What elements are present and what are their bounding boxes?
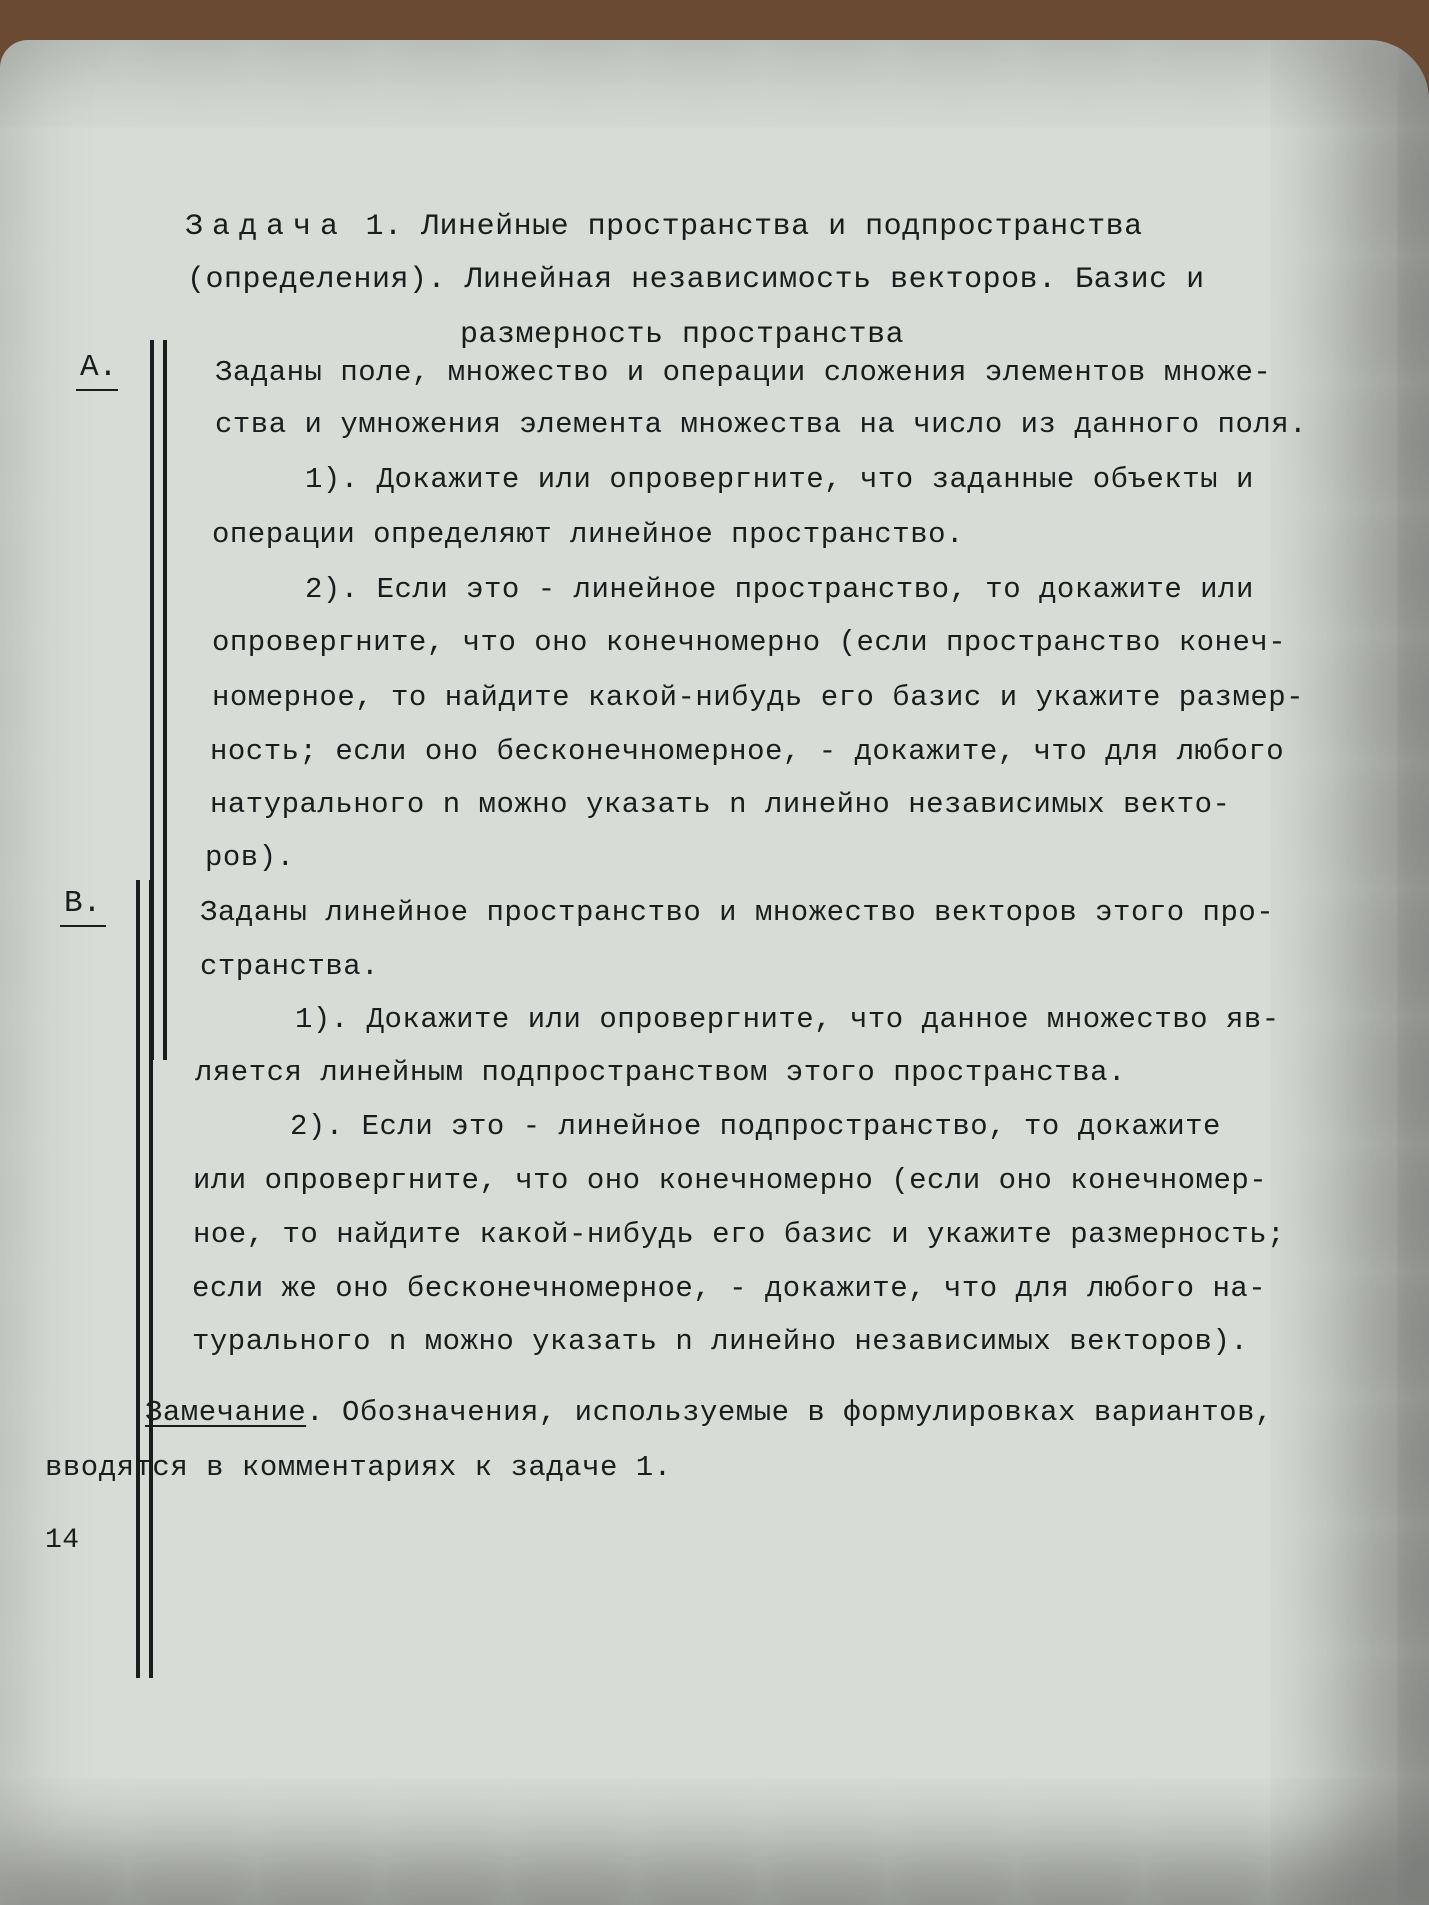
task-word: Задача (185, 210, 348, 244)
note-line-1 (145, 1398, 1273, 1427)
section-a-line-3: 1). Докажите или опровергните, что заданные объекты и (305, 463, 1254, 496)
page-number: 14 (45, 1525, 80, 1556)
section-b-line-9: турального n можно указать n линейно независимых векторов). (192, 1325, 1249, 1358)
section-b-bar-right (149, 880, 153, 1678)
task-title-line-2: (определения). Линейная независимость векторов. Базис и (187, 263, 1205, 297)
section-a-line-1: Заданы поле, множество и операции сложения элементов множе- (215, 356, 1272, 389)
section-b-line-3: 1). Докажите или опровергните, что данное множество яв- (295, 1003, 1280, 1036)
section-a-line-2: ства и умножения элемента множества на число из данного поля. (215, 408, 1308, 441)
section-a-line-9: натурального n можно указать n линейно независимых векто- (210, 788, 1231, 821)
section-b-line-2: странства. (200, 950, 380, 983)
section-b-line-1: Заданы линейное пространство и множество векторов этого про- (200, 896, 1275, 929)
section-b-bar-left (136, 880, 140, 1678)
task-title-rest: 1. Линейные пространства и подпространства (365, 210, 1143, 244)
section-a-line-5: 2). Если это - линейное пространство, то докажите или (305, 573, 1254, 606)
section-a-label: А. (80, 350, 118, 385)
section-b-label: В. (64, 886, 102, 921)
section-a-line-8: ность; если оно бесконечномерное, - докажите, что для любого (210, 735, 1285, 768)
section-a-line-4: операции определяют линейное пространство. (212, 518, 964, 551)
section-a-bar-right (163, 340, 167, 1060)
section-b-label-underline (60, 925, 106, 927)
section-b-line-5: 2). Если это - линейное подпространство, то докажите (290, 1110, 1221, 1143)
note-label: Замечание (145, 1396, 307, 1429)
task-title-line-1 (185, 212, 1143, 242)
section-a-line-7: номерное, то найдите какой-нибудь его базис и укажите размер- (212, 681, 1305, 714)
section-b-line-4: ляется линейным подпространством этого пространства. (195, 1056, 1126, 1089)
note-line-1-rest: . Обозначения, используемые в формулировках вариантов, (306, 1396, 1273, 1429)
document-page (0, 40, 1429, 1905)
note-line-2: вводятся в комментариях к задаче 1. (45, 1451, 672, 1484)
section-b-line-8: если же оно бесконечномерное, - докажите, что для любого на- (192, 1272, 1267, 1305)
section-b-line-7: ное, то найдите какой-нибудь его базис и укажите размерность; (193, 1218, 1286, 1251)
section-a-line-6: опровергните, что оно конечномерно (если пространство конеч- (212, 626, 1287, 659)
task-title-line-3: размерность пространства (460, 318, 905, 352)
section-a-line-10: ров). (205, 841, 295, 874)
section-a-label-underline (76, 389, 118, 391)
section-b-line-6: или опровергните, что оно конечномерно (если оно конечномер- (193, 1164, 1268, 1197)
